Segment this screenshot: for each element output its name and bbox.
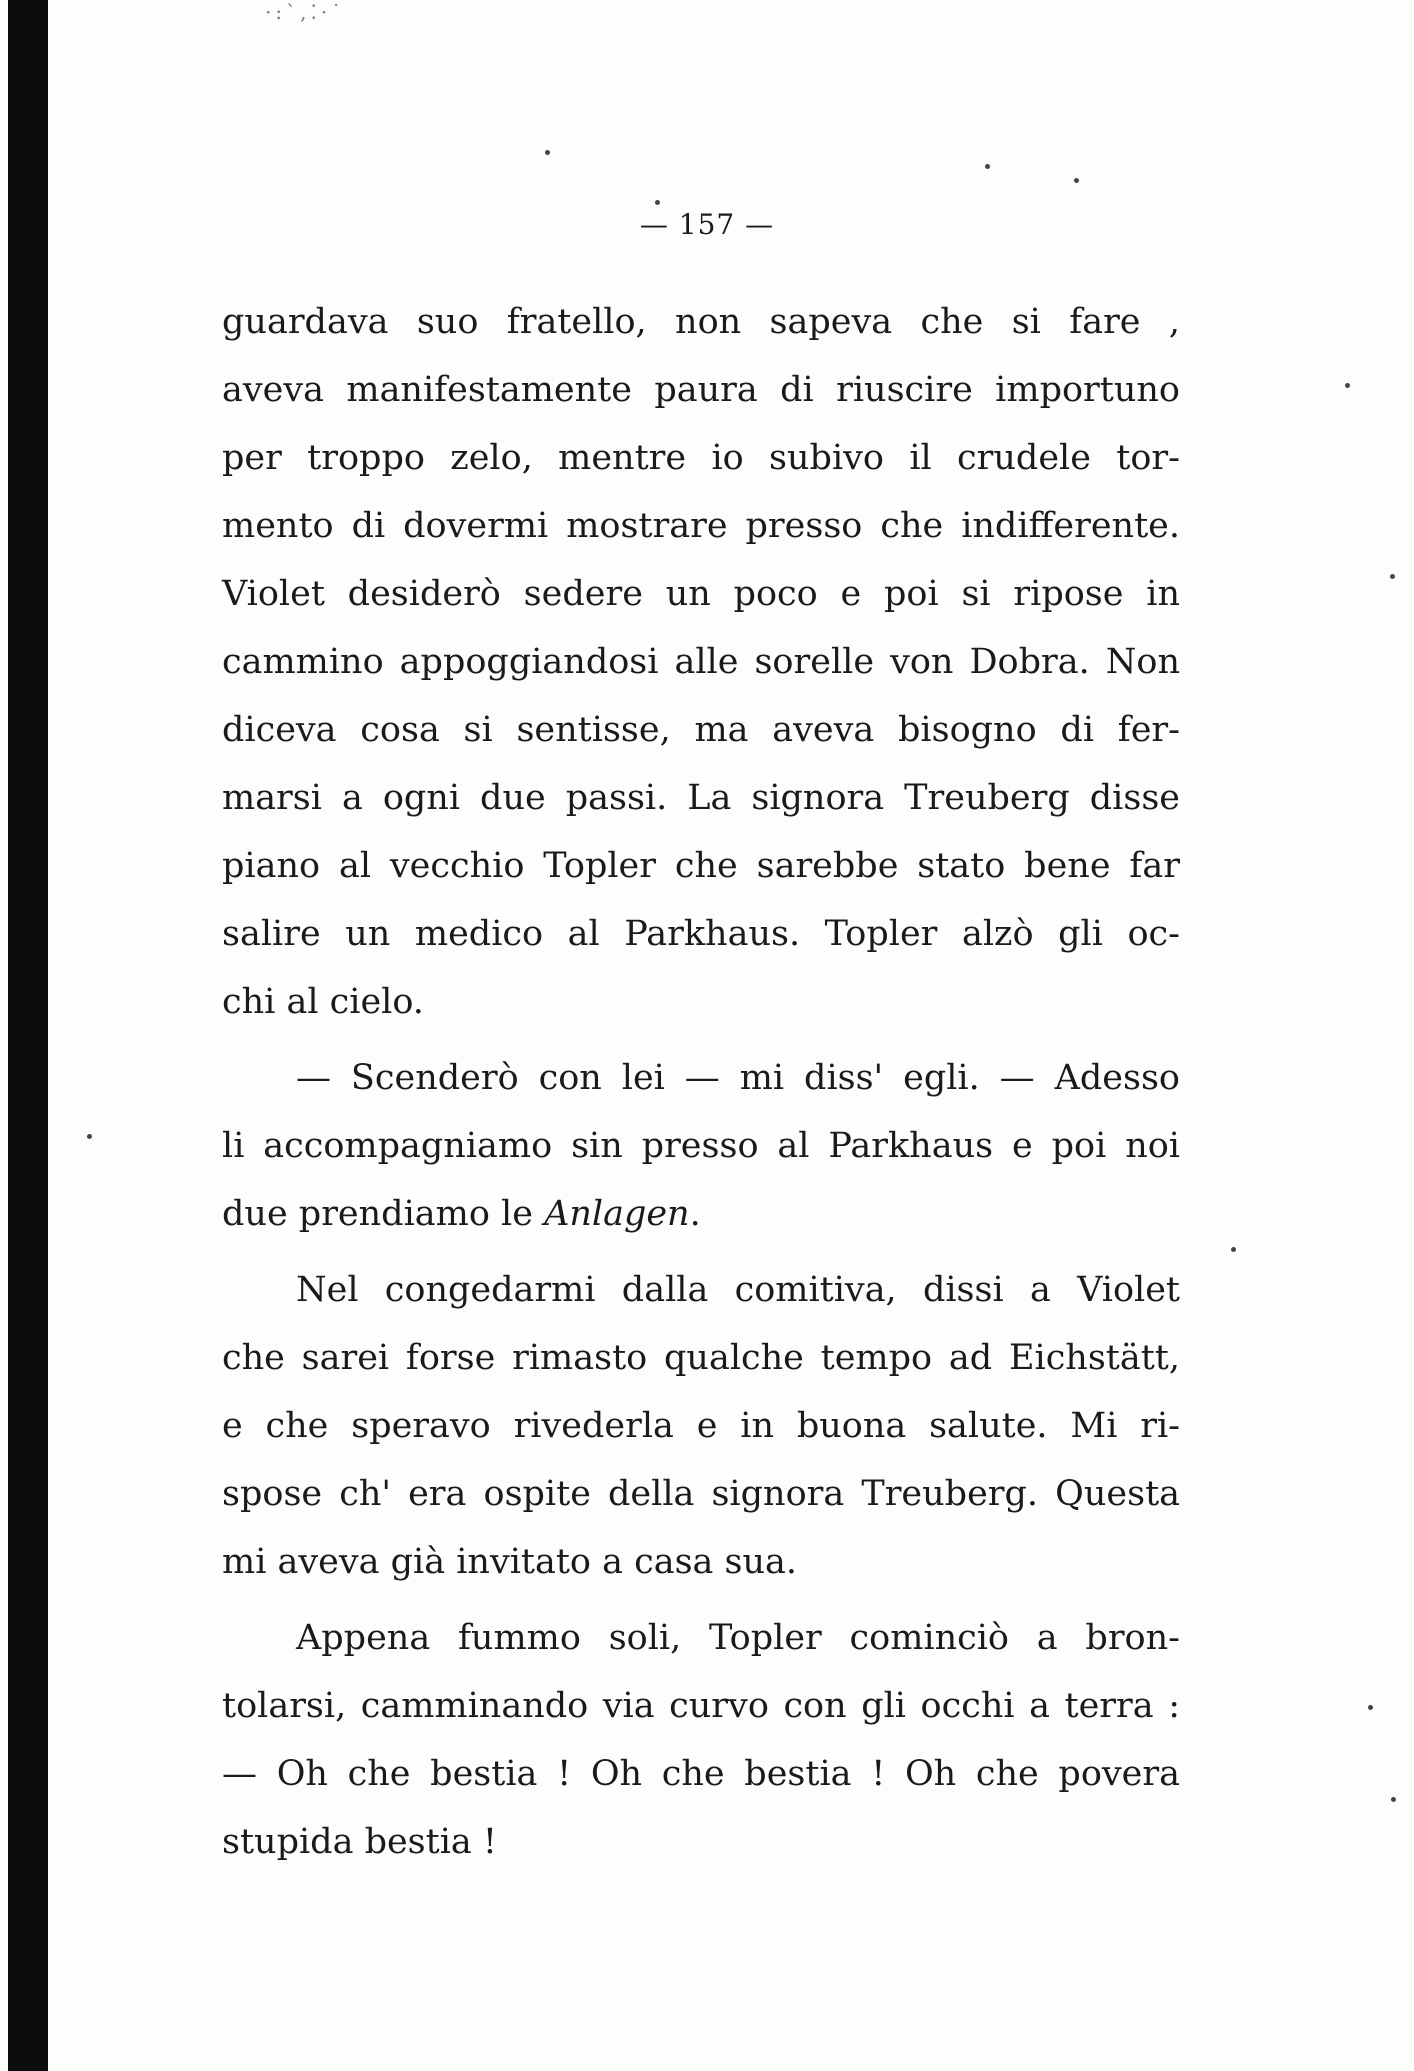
scan-speck xyxy=(1368,1705,1373,1710)
text-line: aveva manifestamente paura di riuscire importuno xyxy=(222,370,1180,410)
text-line: cammino appoggiandosi alle sorelle von Dobra. Non xyxy=(222,642,1180,682)
text-line: Appena fummo soli, Topler cominciò a bron- xyxy=(296,1618,1180,1658)
text-line: mi aveva già invitato a casa sua. xyxy=(222,1542,798,1582)
text-line: mento di dovermi mostrare presso che indifferente. xyxy=(222,506,1180,546)
scan-speck xyxy=(1074,178,1079,183)
text-line: li accompagniamo sin presso al Parkhaus e poi noi xyxy=(222,1126,1180,1166)
text-fragment: due prendiamo le xyxy=(222,1194,545,1234)
binding-shadow xyxy=(8,0,48,2071)
scan-speck xyxy=(1391,1797,1396,1802)
text-line: diceva cosa si sentisse, ma aveva bisogno di fer- xyxy=(222,710,1180,750)
text-line: piano al vecchio Topler che sarebbe stato bene far xyxy=(222,846,1180,886)
text-line: stupida bestia ! xyxy=(222,1822,497,1862)
scan-speck xyxy=(545,150,550,155)
scan-speck xyxy=(655,200,660,205)
scan-speck xyxy=(1231,1247,1236,1252)
text-line xyxy=(222,1180,1180,1248)
text-line: guardava suo fratello, non sapeva che si fare , xyxy=(222,302,1180,342)
italic-term: Anlagen xyxy=(544,1194,690,1234)
text-line: marsi a ogni due passi. La signora Treuberg disse xyxy=(222,778,1180,818)
text-line: — Scenderò con lei — mi diss' egli. — Adesso xyxy=(296,1058,1180,1098)
page-number: — 157 — xyxy=(639,208,775,241)
scan-speck xyxy=(1345,383,1350,388)
body-text xyxy=(222,288,1180,1876)
text-line: e che speravo rivederla e in buona salute. Mi ri- xyxy=(222,1406,1180,1446)
text-line: tolarsi, camminando via curvo con gli occhi a terra : xyxy=(222,1686,1180,1726)
text-line: Violet desiderò sedere un poco e poi si ripose in xyxy=(222,574,1180,614)
text-line: spose ch' era ospite della signora Treuberg. Questa xyxy=(222,1474,1180,1514)
text-line: chi al cielo. xyxy=(222,982,424,1022)
text-line: che sarei forse rimasto qualche tempo ad Eichstätt, xyxy=(222,1338,1180,1378)
scan-speck xyxy=(1390,574,1395,579)
text-line: per troppo zelo, mentre io subivo il crudele tor- xyxy=(222,438,1180,478)
scan-speck xyxy=(985,164,990,169)
text-line: salire un medico al Parkhaus. Topler alzò gli oc- xyxy=(222,914,1180,954)
text-fragment: . xyxy=(689,1194,701,1234)
text-line: Nel congedarmi dalla comitiva, dissi a Violet xyxy=(296,1270,1180,1310)
scan-smudge-mark: ·:ˋ,⁚·˙ xyxy=(265,0,346,24)
text-line: — Oh che bestia ! Oh che bestia ! Oh che povera xyxy=(222,1754,1180,1794)
scan-speck xyxy=(87,1134,92,1139)
